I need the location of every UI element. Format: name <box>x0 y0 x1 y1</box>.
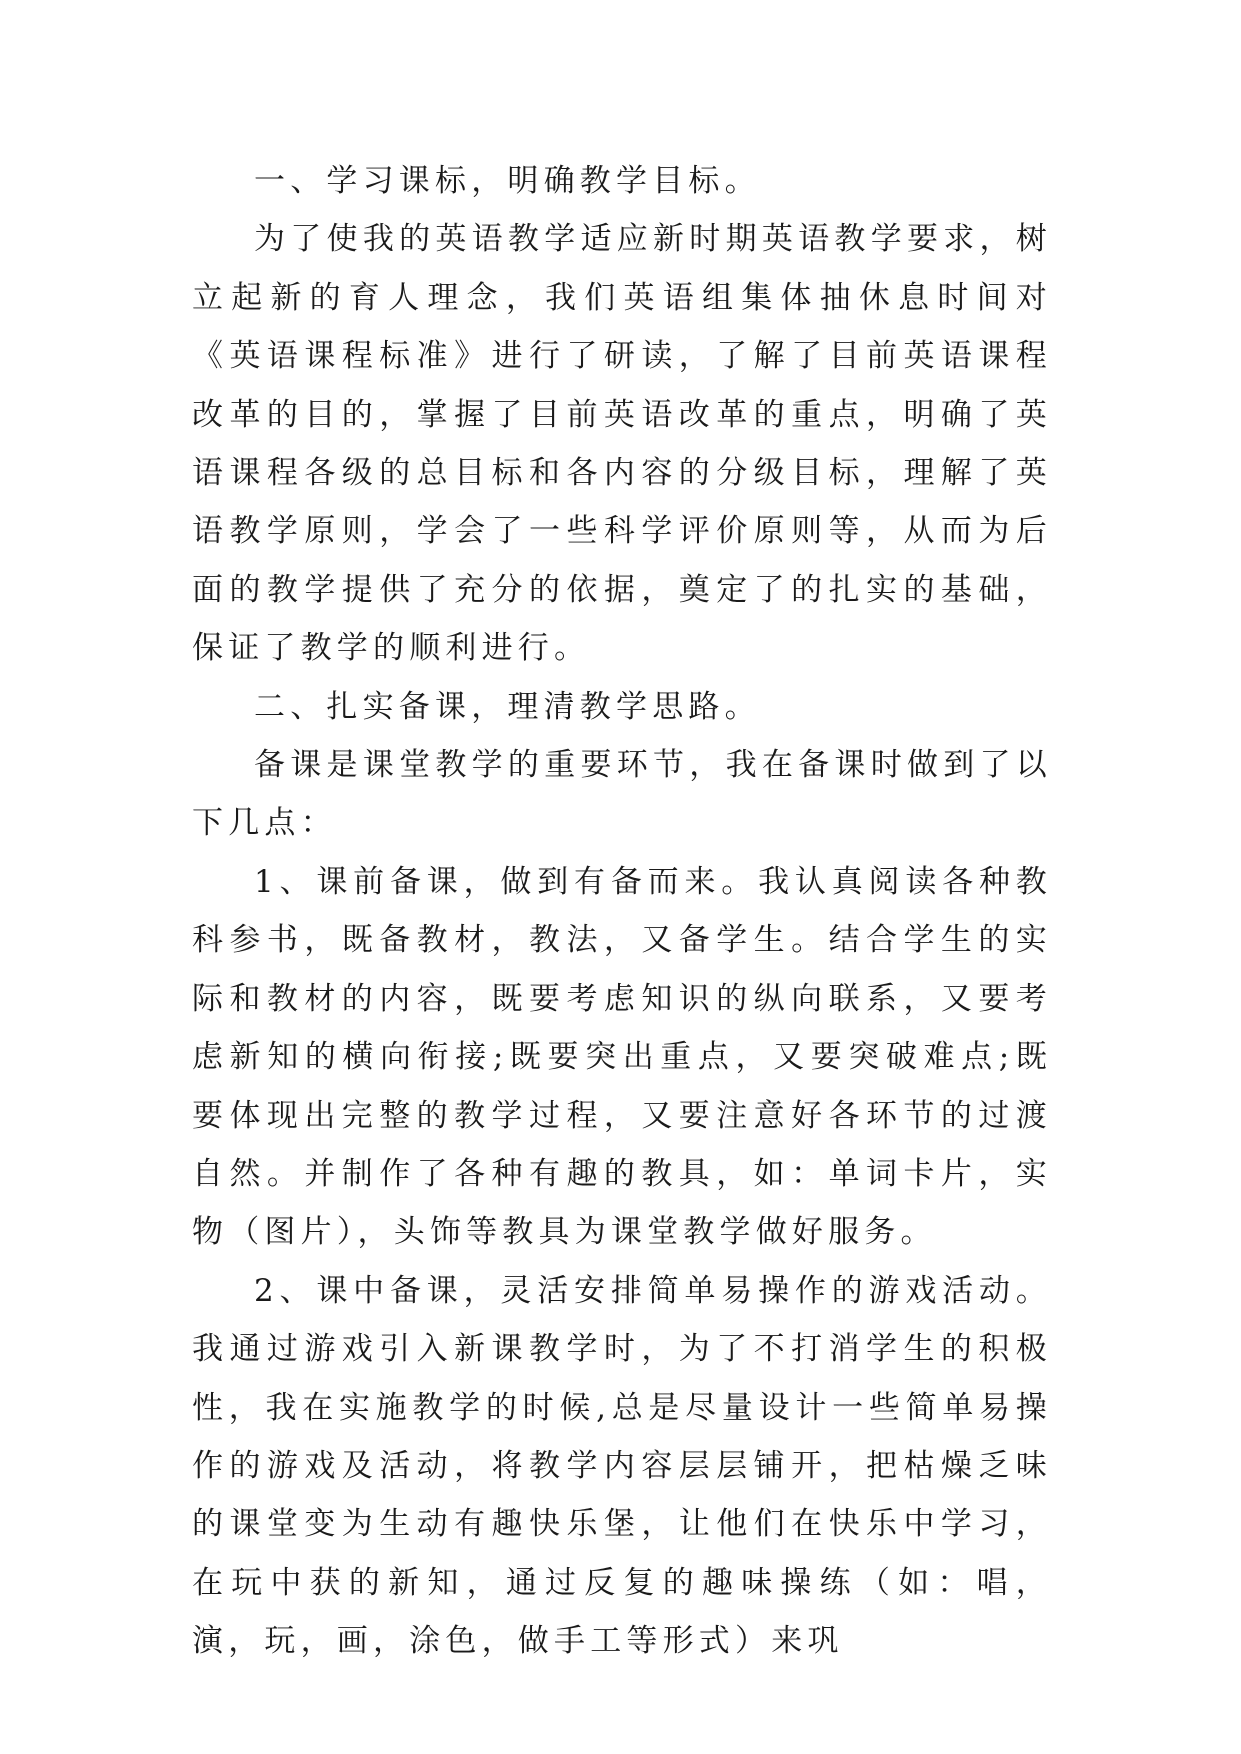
paragraph-in-class-prep: 2、课中备课，灵活安排简单易操作的游戏活动。我通过游戏引入新课教学时，为了不打消学生的积极性，我在实施教学的时候,总是尽量设计一些简单易操作的游戏及活动，将教学内容层层铺开，把枯燥乏味的课堂变为生动有趣快乐堡，让他们在快乐中学习，在玩中获的新知，通过反复的趣味操练（如：唱，演，玩，画，涂色，做手工等形式）来巩 <box>192 1272 1052 1660</box>
paragraph-curriculum-study: 为了使我的英语教学适应新时期英语教学要求，树立起新的育人理念，我们英语组集体抽休息时间对《英语课程标准》进行了研读，了解了目前英语课程改革的目的，掌握了目前英语改革的重点，明确了英语课程各级的总目标和各内容的分级目标，理解了英语教学原则，学会了一些科学评价原则等，从而为后面的教学提供了充分的依据，奠定了的扎实的基础，保证了教学的顺利进行。 <box>192 221 1052 667</box>
paragraph-pre-class-prep: 1、课前备课，做到有备而来。我认真阅读各种教科参书，既备教材，教法，又备学生。结合学生的实际和教材的内容，既要考虑知识的纵向联系，又要考虑新知的横向衔接;既要突出重点，又要突破难点;既要体现出完整的教学过程，又要注意好各环节的过渡自然。并制作了各种有趣的教具，如：单词卡片，实物（图片），头饰等教具为课堂教学做好服务。 <box>192 863 1052 1251</box>
section-heading-1: 一、学习课标，明确教学目标。 <box>254 163 761 199</box>
section-heading-2: 二、扎实备课，理清教学思路。 <box>254 688 761 725</box>
paragraph-lesson-prep-intro: 备课是课堂教学的重要环节，我在备课时做到了以下几点： <box>192 747 1052 842</box>
document-body <box>192 152 1052 1671</box>
